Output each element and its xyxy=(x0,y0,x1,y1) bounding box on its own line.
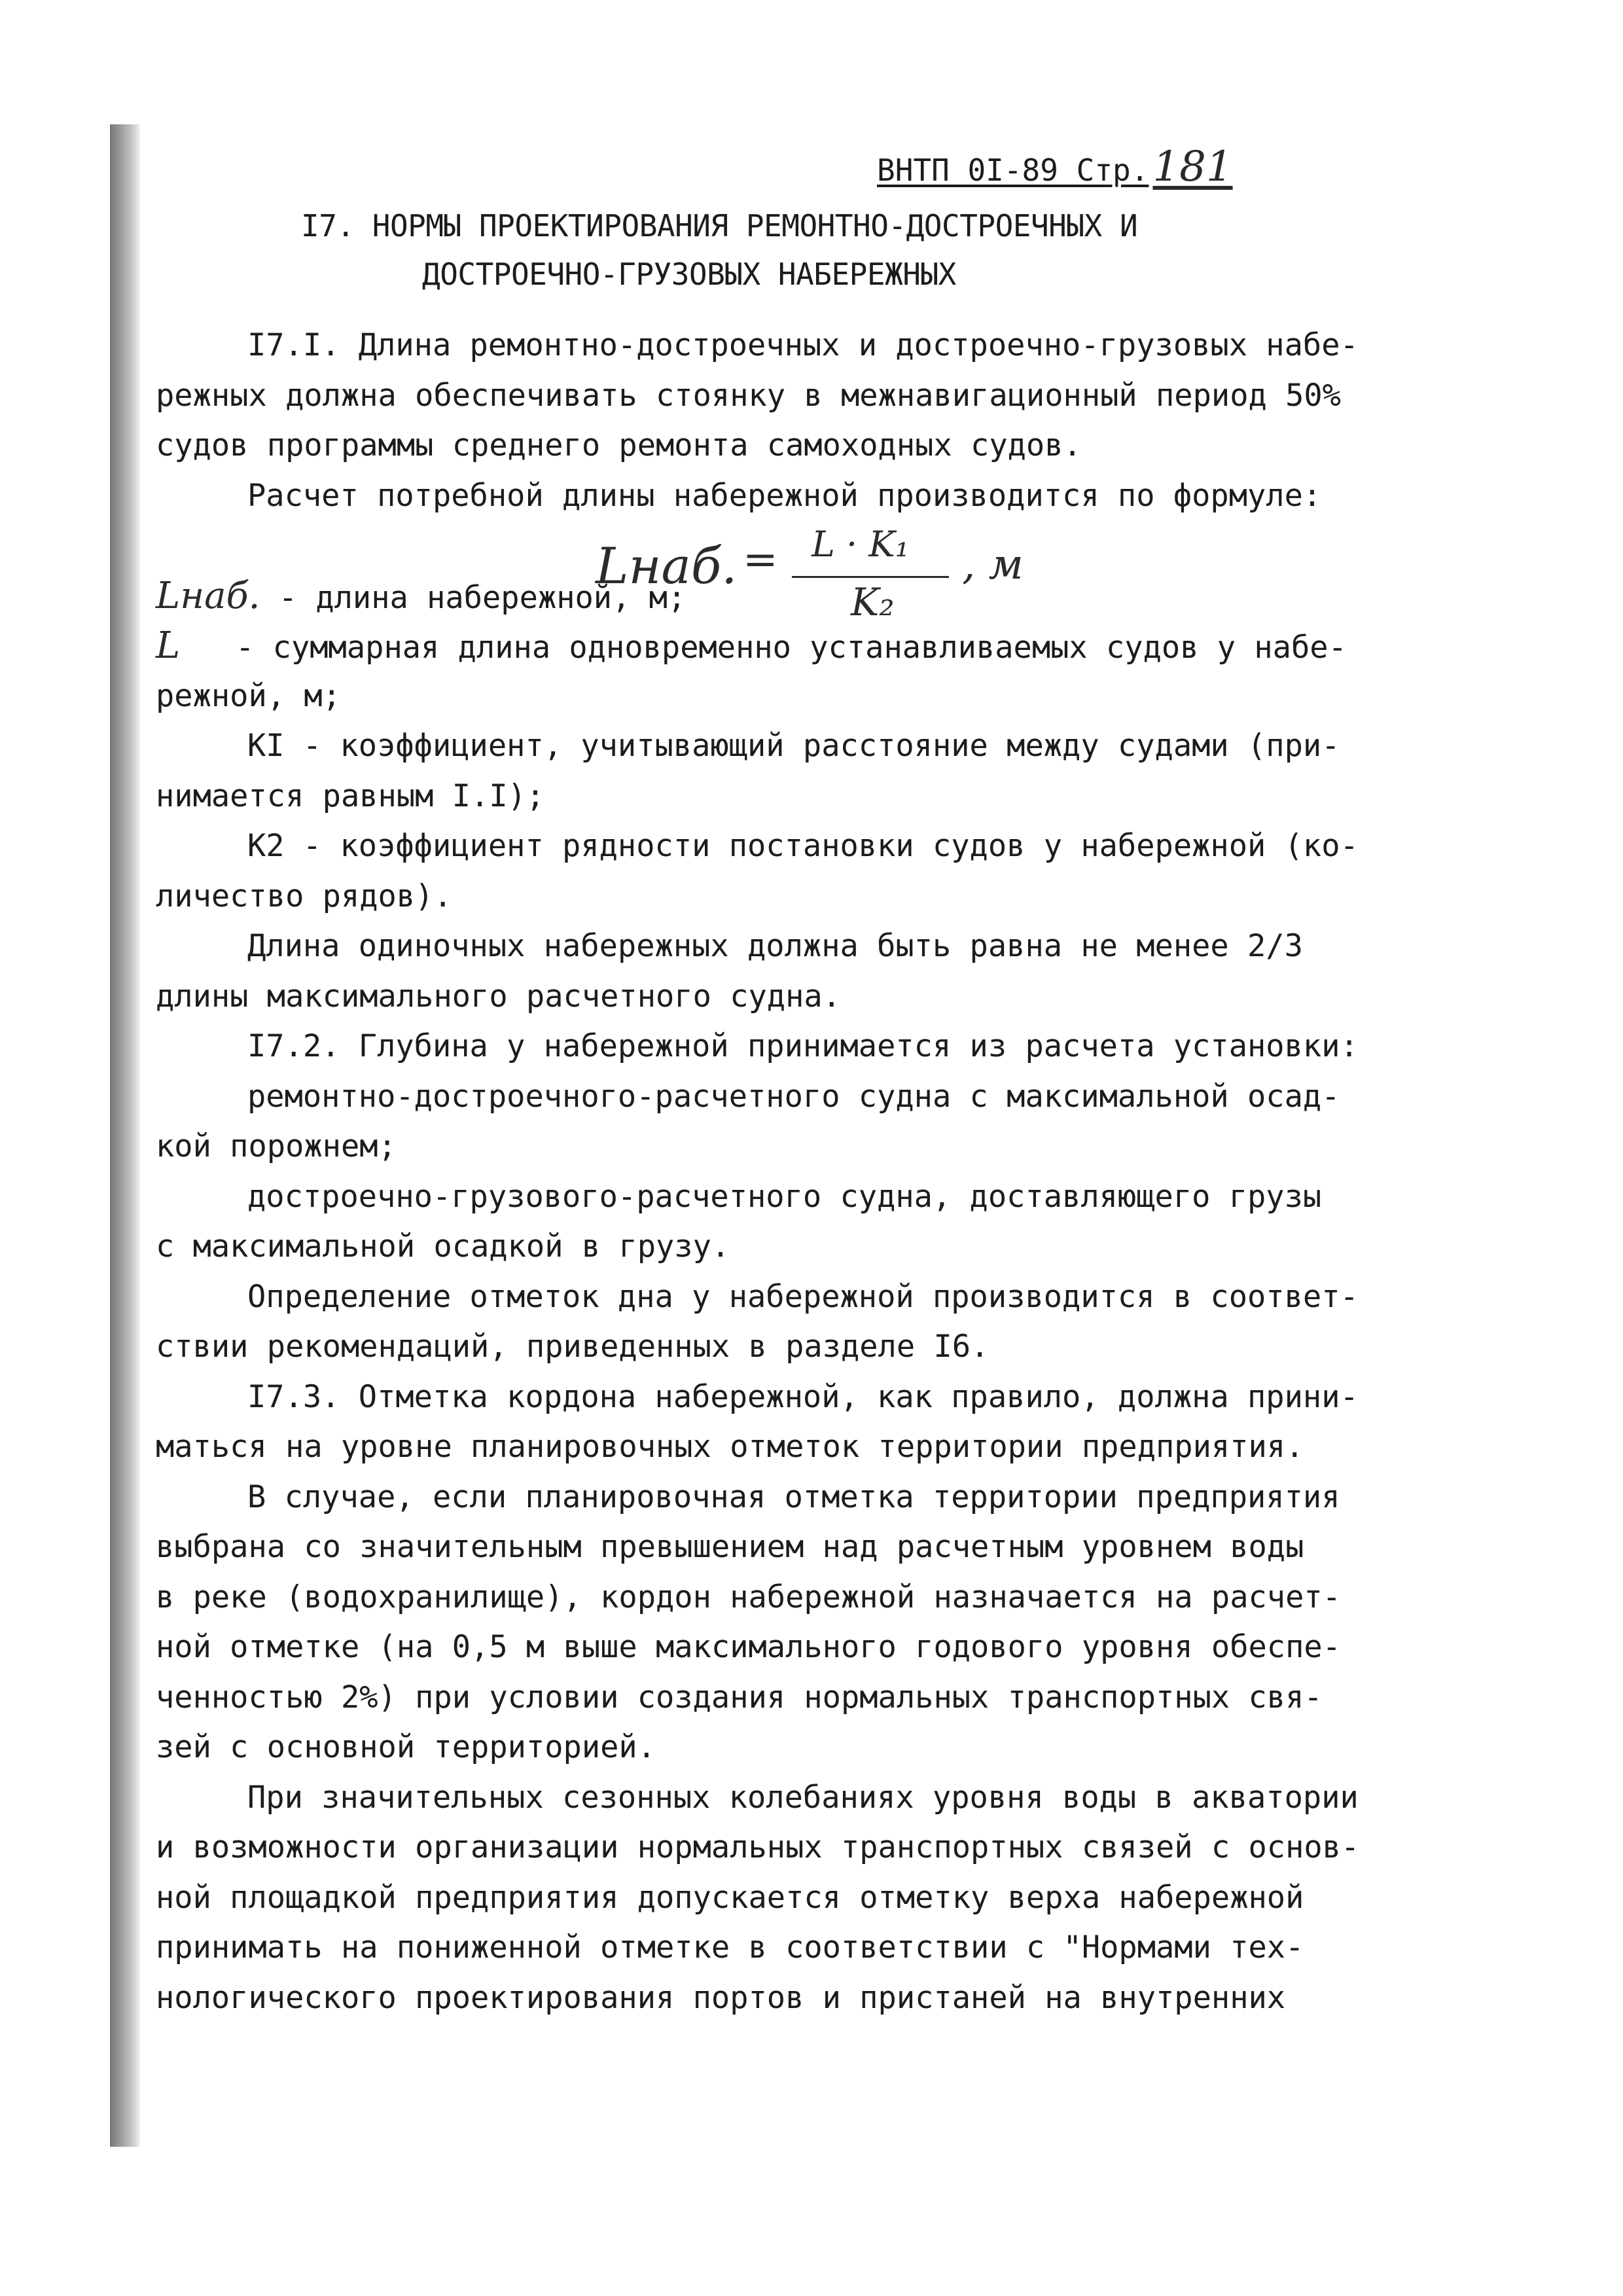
para-17-3-line-13: нологического проектирования портов и пристаней на внутренних xyxy=(156,1979,1286,2016)
definition-k2-line-2: личество рядов). xyxy=(156,878,452,914)
formula-denominator: K₂ xyxy=(851,580,895,624)
para-17-3-line-11: ной площадкой предприятия допускается отметку верха набережной xyxy=(156,1879,1304,1916)
definition-l-cont: режной, м; xyxy=(156,677,341,714)
para-17-2-line-1: I7.2. Глубина у набережной принимается из расчета установки: xyxy=(247,1028,1359,1064)
document-reference-header xyxy=(877,143,1233,191)
para-17-2-line-4: достроечно-грузового-расчетного судна, доставляющего грузы xyxy=(247,1178,1322,1215)
lnab-text: - длина набережной, м; xyxy=(260,579,687,616)
para-17-2-line-3: кой порожнем; xyxy=(156,1128,397,1164)
para-17-3-line-10: и возможности организации нормальных транспортных связей с основ- xyxy=(156,1829,1360,1865)
l-symbol: L xyxy=(156,624,181,667)
single-quay-line-2: длины максимального расчетного судна. xyxy=(156,978,841,1014)
para-17-3-line-6: ной отметке (на 0,5 м выше максимального годового уровня обеспе- xyxy=(156,1629,1341,1665)
formula-numerator: L · K₁ xyxy=(812,524,910,565)
para-17-3-line-5: в реке (водохранилище), кордон набережной назначается на расчет- xyxy=(156,1579,1341,1615)
document-code: ВНТП 0I-89 Стр. xyxy=(877,152,1149,188)
formula-equals: = xyxy=(743,535,778,584)
para-17-1-line-1: I7.I. Длина ремонтно-достроечных и достроечно-грузовых набе- xyxy=(247,327,1359,363)
para-17-3-line-3: В случае, если планировочная отметка территории предприятия xyxy=(247,1479,1340,1515)
section-title-line-1: I7. НОРМЫ ПРОЕКТИРОВАНИЯ РЕМОНТНО-ДОСТРОЕЧНЫХ И xyxy=(301,208,1138,243)
para-17-3-line-4: выбрана со значительным превышением над расчетным уровнем воды xyxy=(156,1529,1304,1565)
single-quay-line-1: Длина одиночных набережных должна быть равна не менее 2/3 xyxy=(247,928,1303,964)
formula-spacer xyxy=(156,521,1491,571)
definition-l xyxy=(156,621,1491,672)
para-17-3-line-7: ченностью 2%) при условии создания нормальных транспортных свя- xyxy=(156,1679,1323,1715)
definition-k1-line-1: KI - коэффициент, учитывающий расстояние между судами (при- xyxy=(247,728,1340,764)
para-17-3-line-1: I7.3. Отметка кордона набережной, как правило, должна прини- xyxy=(247,1378,1359,1415)
document-body xyxy=(156,321,1491,2023)
lnab-symbol: Lнаб. xyxy=(156,574,260,617)
para-17-1-line-2: режных должна обеспечивать стоянку в межнавигационный период 50% xyxy=(156,377,1341,414)
l-text: - суммарная длина одновременно устанавливаемых судов у набе- xyxy=(180,630,1347,666)
para-17-1-line-3: судов программы среднего ремонта самоходных судов. xyxy=(156,427,1082,463)
scan-page-edge xyxy=(110,124,140,2147)
para-17-1-line-4: Расчет потребной длины набережной производится по формуле: xyxy=(247,477,1322,514)
formula-lhs: Lнаб. xyxy=(596,537,738,595)
para-17-3-line-12: принимать на пониженной отметке в соответствии с "Нормами тех- xyxy=(156,1929,1304,1965)
para-17-2-line-2: ремонтно-достроечного-расчетного судна с максимальной осад- xyxy=(247,1078,1340,1115)
para-17-3-line-9: При значительных сезонных колебаниях уровня воды в акватории xyxy=(247,1779,1359,1816)
para-17-3-line-2: маться на уровне планировочных отметок территории предприятия. xyxy=(156,1429,1304,1465)
page-number: 181 xyxy=(1152,143,1233,191)
formula-unit: , м xyxy=(962,541,1024,589)
definition-k2-line-1: K2 - коэффициент рядности постановки судов у набережной (ко- xyxy=(247,828,1359,864)
section-title-line-2: ДОСТРОЕЧНО-ГРУЗОВЫХ НАБЕРЕЖНЫХ xyxy=(422,257,956,292)
para-17-2-line-6: Определение отметок дна у набережной производится в соответ- xyxy=(247,1278,1359,1315)
definition-lnab xyxy=(156,571,1491,622)
definition-k1-line-2: нимается равным I.I); xyxy=(156,778,545,814)
para-17-2-line-5: с максимальной осадкой в грузу. xyxy=(156,1229,730,1265)
para-17-2-line-7: ствии рекомендаций, приведенных в разделе I6. xyxy=(156,1329,990,1365)
para-17-3-line-8: зей с основной территорией. xyxy=(156,1729,656,1765)
